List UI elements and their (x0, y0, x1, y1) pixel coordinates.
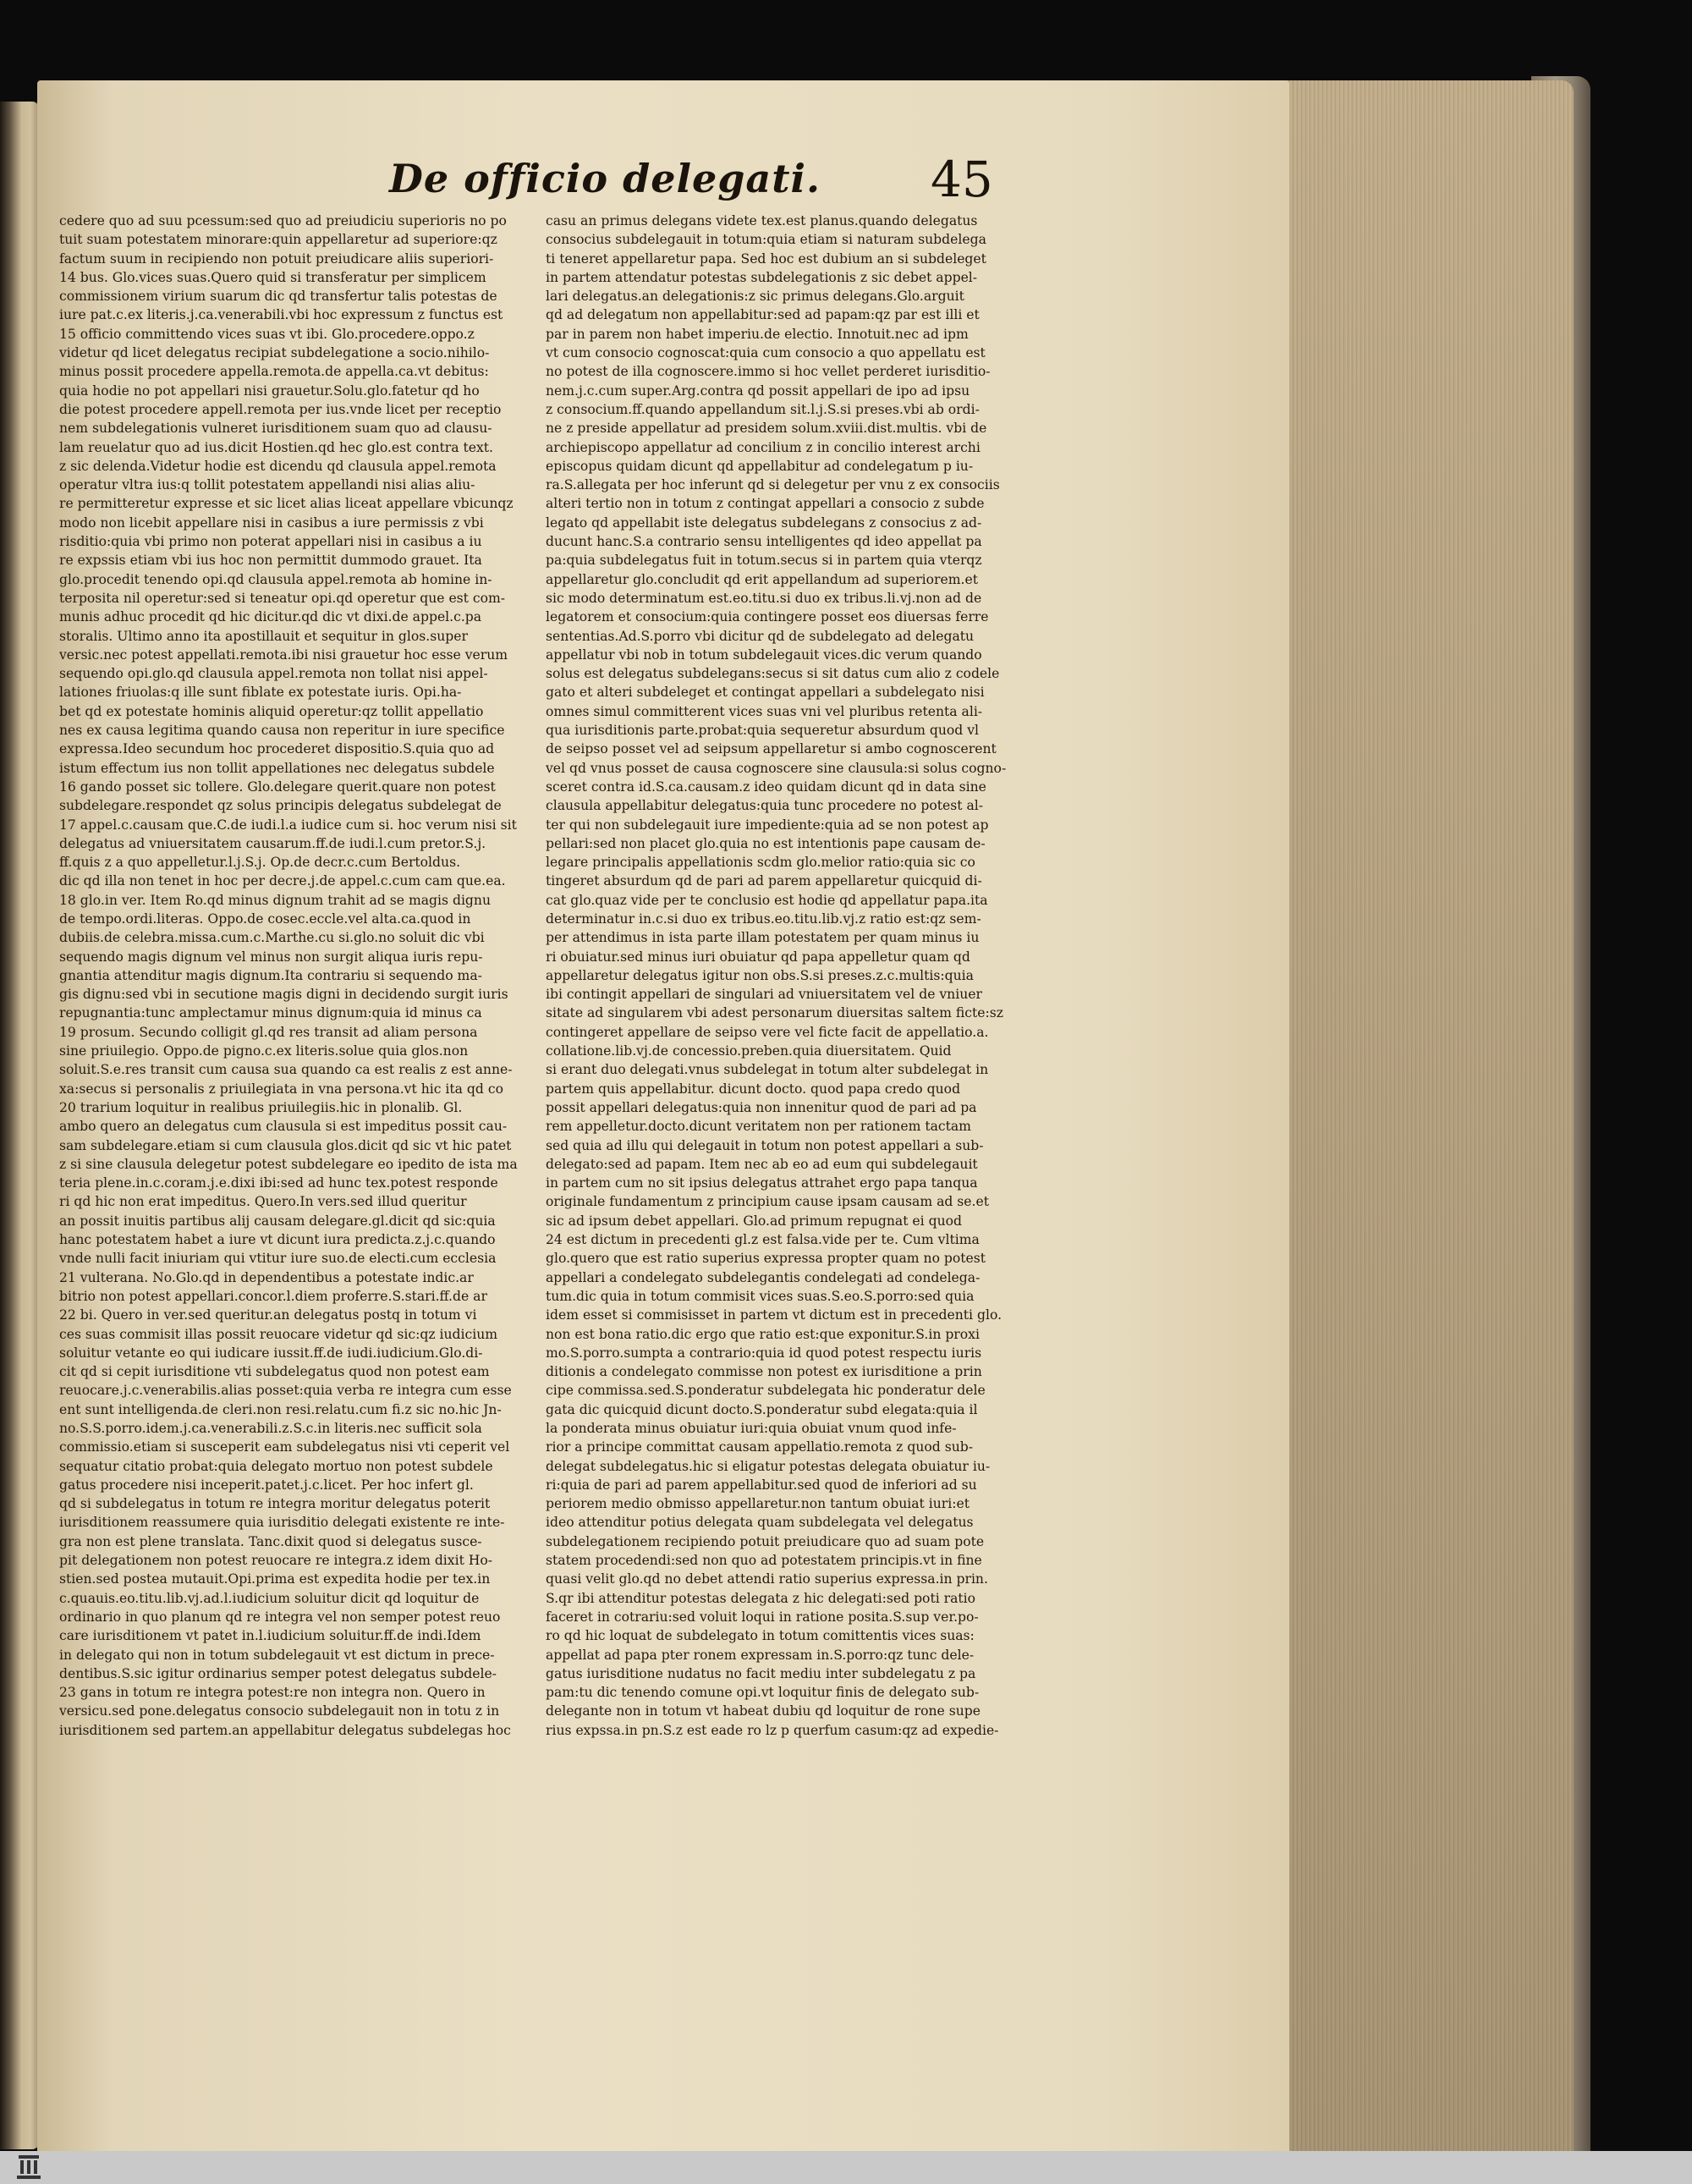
text-line: videtur qd licet delegatus recipiat subdelegatione a socio.nihilo- (59, 345, 490, 361)
text-line: xa:secus si personalis z priuilegiata in vna persona.vt hic ita qd co (59, 1081, 503, 1097)
text-line: non est bona ratio.dic ergo que ratio est:que exponitur.S.in proxi (546, 1326, 980, 1342)
text-line: legatorem et consocium:quia contingere posset eos diuersas ferre (546, 609, 989, 625)
text-line: modo non licebit appellare nisi in casibus a iure permissis z vbi (59, 514, 484, 531)
text-line: hanc potestatem habet a iure vt dicunt iura predicta.z.j.c.quando (59, 1232, 496, 1248)
text-line: appellatur vbi nob in totum subdelegauit vices.dic verum quando (546, 646, 982, 663)
text-line: re permitteretur expresse et sic licet alias liceat appellare vbicunqz (59, 496, 514, 512)
text-line: in delegato qui non in totum subdelegauit vt est dictum in prece- (59, 1647, 495, 1663)
text-line: storalis. Ultimo anno ita apostillauit et sequitur in glos.super (59, 628, 468, 644)
previous-page-edge (0, 102, 39, 2149)
text-line: casu an primus delegans videte tex.est planus.quando delegatus (546, 213, 978, 228)
text-line: bitrio non potest appellari.concor.l.diem proferre.S.stari.ff.de ar (59, 1288, 487, 1304)
text-line: alteri tertio non in totum z contingat appellari a consocio z subde (546, 496, 985, 512)
running-head (389, 151, 993, 210)
text-line: ent sunt intelligenda.de cleri.non resi.relatu.cum fi.z sic no.hic Jn- (59, 1401, 502, 1417)
text-line: clausula appellabitur delegatus:quia tunc procedere no potest al- (546, 798, 984, 814)
book-fore-edge (1265, 80, 1574, 2170)
text-line: dic qd illa non tenet in hoc per decre.j.de appel.c.cum cam que.ea. (59, 873, 506, 889)
text-line: partem quis appellabitur. dicunt docto. quod papa credo quod (546, 1081, 961, 1097)
text-line: 16 gando posset sic tollere. Glo.delegare querit.quare non potest (59, 778, 496, 795)
text-line: S.qr ibi attenditur potestas delegata z hic delegati:sed poti ratio (546, 1590, 976, 1606)
text-line: periorem medio obmisso appellaretur.non tantum obuiat iuri:et (546, 1496, 970, 1512)
text-line: 22 bi. Quero in ver.sed queritur.an delegatus postq in totum vi (59, 1307, 477, 1323)
text-line: qd si subdelegatus in totum re integra moritur delegatus poterit (59, 1496, 491, 1512)
text-line: c.quauis.eo.titu.lib.vj.ad.l.iudicium soluitur dicit qd loquitur de (59, 1590, 480, 1606)
text-line: ambo quero an delegatus cum clausula si est impeditus possit cau- (59, 1119, 508, 1135)
text-line: delegato:sed ad papam. Item nec ab eo ad eum qui subdelegauit (546, 1156, 978, 1172)
text-line: ri:quia de pari ad parem appellabitur.sed quod de inferiori ad su (546, 1477, 977, 1493)
text-line: repugnantia:tunc amplectamur minus dignum:quia id minus ca (59, 1005, 482, 1021)
text-line: gatus procedere nisi inceperit.patet.j.c.licet. Per hoc infert gl. (59, 1477, 474, 1493)
text-line: quasi velit glo.qd no debet attendi ratio superius expressa.in prin. (546, 1571, 988, 1587)
text-line: an possit inuitis partibus alij causam delegare.gl.dicit qd sic:quia (59, 1213, 496, 1229)
text-line: tuit suam potestatem minorare:quin appellaretur ad superiore:qz (59, 232, 497, 248)
text-line: iurisditionem sed partem.an appellabitur delegatus subdelegas hoc (59, 1722, 511, 1738)
text-line: contingeret appellare de seipso vere vel ficte facit de appellatio.a. (546, 1024, 989, 1040)
text-line: pam:tu dic tenendo comune opi.vt loquitur finis de delegato sub- (546, 1685, 980, 1701)
text-line: no potest de illa cognoscere.immo si hoc vellet perderet iurisditio- (546, 364, 991, 380)
text-line: archiepiscopo appellatur ad concilium z in concilio interest archi (546, 439, 981, 455)
text-line: ri qd hic non erat impeditus. Quero.In vers.sed illud queritur (59, 1194, 467, 1210)
text-line: teria plene.in.c.coram.j.e.dixi ibi:sed ad hunc tex.potest responde (59, 1175, 498, 1191)
text-line: vel qd vnus posset de causa cognoscere sine clausula:si solus cogno- (546, 760, 1007, 776)
text-line: gata dic quicquid dicunt docto.S.ponderatur subd elegata:quia il (546, 1401, 978, 1417)
text-line: munis adhuc procedit qd hic dicitur.qd dic vt dixi.de appel.c.pa (59, 609, 482, 625)
text-line: care iurisditionem vt patet in.l.iudicium soluitur.ff.de indi.Idem (59, 1628, 481, 1644)
library-logo-icon (12, 2152, 46, 2182)
text-line: si erant duo delegati.vnus subdelegat in totum alter subdelegat in (546, 1062, 989, 1078)
text-line: tingeret absurdum qd de pari ad parem appellaretur quicquid di- (546, 873, 982, 889)
text-line: ff.quis z a quo appelletur.l.j.S.j. Op.de decr.c.cum Bertoldus. (59, 855, 461, 871)
text-line: re expssis etiam vbi ius hoc non permittit dummodo grauet. Ita (59, 553, 482, 569)
text-line: legare principalis appellationis scdm glo.melior ratio:quia sic co (546, 855, 975, 871)
text-line: la ponderata minus obuiatur iuri:quia obuiat vnum quod infe- (546, 1421, 957, 1436)
text-line: legato qd appellabit iste delegatus subdelegans z consocius z ad- (546, 514, 982, 531)
text-line: collatione.lib.vj.de concessio.preben.quia diuersitatem. Quid (546, 1043, 952, 1059)
text-line: ti teneret appellaretur papa. Sed hoc est dubium an si subdeleget (546, 250, 986, 267)
text-line: in partem cum no sit ipsius delegatus attrahet ergo papa tanqua (546, 1175, 978, 1191)
text-line: subdelegare.respondet qz solus principis delegatus subdelegat de (59, 798, 502, 814)
text-line: rior a principe committat causam appellatio.remota z quod sub- (546, 1439, 973, 1455)
text-line: ideo attenditur potius delegata quam subdelegata vel delegatus (546, 1515, 974, 1531)
text-line: ditionis a condelegato commisse non potest ex iurisditione a prin (546, 1364, 982, 1380)
text-line: versic.nec potest appellati.remota.ibi nisi grauetur hoc esse verum (59, 646, 508, 663)
text-line: ces suas commisit illas possit reuocare videtur qd sic:qz iudicium (59, 1326, 498, 1342)
text-line: in partem attendatur potestas subdelegationis z sic debet appel- (546, 269, 978, 285)
text-line: cipe commissa.sed.S.ponderatur subdelegata hic ponderatur dele (546, 1383, 986, 1399)
text-line: ne z preside appellatur ad presidem solum.xviii.dist.multis. vbi de (546, 421, 987, 437)
text-line: versicu.sed pone.delegatus consocio subdelegauit non in totu z in (59, 1703, 500, 1719)
text-line: de tempo.ordi.literas. Oppo.de cosec.eccle.vel alta.ca.quod in (59, 910, 471, 927)
right-text-column (546, 212, 1019, 1740)
text-line: sitate ad singularem vbi adest personarum diuersitas saltem ficte:sz (546, 1005, 1003, 1021)
text-line: delegatus ad vniuersitatem causarum.ff.de iudi.l.cum pretor.S.j. (59, 835, 486, 851)
text-line: appellaretur delegatus igitur non obs.S.si preses.z.c.multis:quia (546, 967, 974, 983)
text-line: ra.S.allegata per hoc inferunt qd si delegetur per vnu z ex consociis (546, 477, 1000, 493)
text-line: z sic delenda.Videtur hodie est dicendu qd clausula appel.remota (59, 458, 497, 474)
text-line: 19 prosum. Secundo colligit gl.qd res transit ad aliam persona (59, 1024, 478, 1040)
text-line: pa:quia subdelegatus fuit in totum.secus si in partem quia vterqz (546, 553, 982, 569)
text-line: omnes simul committerent vices suas vni vel pluribus retenta ali- (546, 703, 983, 719)
text-line: expressa.Ideo secundum hoc procederet dispositio.S.quia quo ad (59, 741, 495, 757)
text-line: originale fundamentum z principium cause ipsam causam ad se.et (546, 1194, 989, 1210)
text-line: soluitur vetante eo qui iudicare iussit.ff.de iudi.iudicium.Glo.di- (59, 1345, 483, 1361)
text-line: terposita nil operetur:sed si teneatur opi.qd operetur que est com- (59, 590, 506, 606)
text-line: determinatur in.c.si duo ex tribus.eo.titu.lib.vj.z ratio est:qz sem- (546, 910, 981, 927)
page-number: 45 (931, 151, 993, 208)
text-line: iurisditionem reassumere quia iurisditio delegati existente re inte- (59, 1515, 505, 1531)
text-line: lam reuelatur quo ad ius.dicit Hostien.qd hec glo.est contra text. (59, 439, 493, 455)
text-line: sine priuilegio. Oppo.de pigno.c.ex literis.solue quia glos.non (59, 1043, 469, 1059)
text-line: gatus iurisditione nudatus no facit mediu inter subdelegatu z pa (546, 1665, 976, 1681)
text-line: gra non est plene translata. Tanc.dixit quod si delegatus susce- (59, 1533, 482, 1549)
text-line: nes ex causa legitima quando causa non reperitur in iure specifice (59, 723, 505, 739)
text-line: gato et alteri subdeleget et contingat appellari a subdelegato nisi (546, 685, 985, 701)
text-line: 21 vulterana. No.Glo.qd in dependentibus a potestate indic.ar (59, 1269, 474, 1285)
text-line: no.S.S.porro.idem.j.ca.venerabili.z.S.c.in literis.nec sufficit sola (59, 1421, 482, 1436)
text-line: 23 gans in totum re integra potest:re non integra non. Quero in (59, 1685, 486, 1701)
text-line: cat glo.quaz vide per te conclusio est hodie qd appellatur papa.ita (546, 892, 988, 908)
text-line: 24 est dictum in precedenti gl.z est falsa.vide per te. Cum vltima (546, 1232, 980, 1248)
text-line: ro qd hic loquat de subdelegato in totum comittentis vices suas: (546, 1628, 975, 1644)
text-line: vt cum consocio cognoscat:quia cum consocio a quo appellatu est (546, 345, 986, 361)
text-line: operatur vltra ius:q tollit potestatem appellandi nisi alias aliu- (59, 477, 475, 493)
text-line: sic modo determinatum est.eo.titu.si duo ex tribus.li.vj.non ad de (546, 590, 982, 606)
text-line: de seipso posset vel ad seipsum appellaretur si ambo cognoscerent (546, 741, 997, 757)
text-line: die potest procedere appell.remota per ius.vnde licet per receptio (59, 401, 502, 417)
text-line: glo.procedit tenendo opi.qd clausula appel.remota ab homine in- (59, 571, 492, 587)
text-line: episcopus quidam dicunt qd appellabitur ad condelegatum p iu- (546, 458, 974, 474)
text-line: pit delegationem non potest reuocare re integra.z idem dixit Ho- (59, 1553, 493, 1569)
text-line: gis dignu:sed vbi in secutione magis digni in decidendo surgit iuris (59, 987, 508, 1003)
text-line: vnde nulli facit iniuriam qui vtitur iure suo.de electi.cum ecclesia (59, 1251, 497, 1267)
text-line: 18 glo.in ver. Item Ro.qd minus dignum trahit ad se magis dignu (59, 892, 491, 908)
text-line: quia hodie no pot appellari nisi grauetur.Solu.glo.fatetur qd ho (59, 382, 480, 399)
text-line: lationes friuolas:q ille sunt fiblate ex potestate iuris. Opi.ha- (59, 685, 462, 701)
text-line: ibi contingit appellari de singulari ad vniuersitatem vel de vniuer (546, 987, 982, 1003)
text-line: rem appelletur.docto.dicunt veritatem non per rationem tactam (546, 1119, 971, 1135)
page-title: De officio delegati. (389, 156, 821, 201)
text-line: bet qd ex potestate hominis aliquid operetur:qz tollit appellatio (59, 703, 484, 719)
text-line: subdelegationem recipiendo potuit preiudicare quo ad suam pote (546, 1533, 985, 1549)
text-line: appellat ad papa pter ronem expressam in.S.porro:qz tunc dele- (546, 1647, 975, 1663)
text-line: cedere quo ad suu pcessum:sed quo ad preiudiciu superioris no po (59, 213, 507, 228)
text-line: lari delegatus.an delegationis:z sic primus delegans.Glo.arguit (546, 289, 964, 305)
text-line: factum suum in recipiendo non potuit preiudicare aliis superiori- (59, 250, 494, 267)
text-line: stien.sed postea mutauit.Opi.prima est expedita hodie per tex.in (59, 1571, 491, 1587)
text-line: mo.S.porro.sumpta a contrario:quia id quod potest respectu iuris (546, 1345, 982, 1361)
text-line: minus possit procedere appella.remota.de appella.ca.vt debitus: (59, 364, 489, 380)
text-line: ducunt hanc.S.a contrario sensu intelligentes qd ideo appellat pa (546, 534, 982, 550)
left-text-column (59, 212, 533, 1740)
text-line: dubiis.de celebra.missa.cum.c.Marthe.cu si.glo.no soluit dic vbi (59, 930, 485, 946)
text-line: 17 appel.c.causam que.C.de iudi.l.a iudice cum si. hoc verum nisi sit (59, 817, 517, 833)
text-line: istum effectum ius non tollit appellationes nec delegatus subdele (59, 760, 495, 776)
text-line: delegat subdelegatus.hic si eligatur potestas delegata obuiatur iu- (546, 1458, 991, 1474)
text-line: sed quia ad illu qui delegauit in totum non potest appellari a sub- (546, 1137, 984, 1153)
text-line: iure pat.c.ex literis.j.ca.venerabili.vbi hoc expressum z functus est (59, 307, 503, 323)
text-line: commissio.etiam si susceperit eam subdelegatus nisi vti ceperit vel (59, 1439, 510, 1455)
text-line: 20 trarium loquitur in realibus priuilegiis.hic in plonalib. Gl. (59, 1099, 463, 1115)
text-line: sequendo opi.glo.qd clausula appel.remota non tollat nisi appel- (59, 666, 488, 682)
text-line: faceret in cotrariu:sed voluit loqui in ratione posita.S.sup ver.po- (546, 1609, 979, 1625)
viewer-bottom-bar (0, 2151, 1692, 2184)
text-line: commissionem virium suarum dic qd transfertur talis potestas de (59, 289, 497, 305)
text-line: solus est delegatus subdelegans:secus si sit datus cum alio z codele (546, 666, 1000, 682)
text-line: sequendo magis dignum vel minus non surgit aliqua iuris repu- (59, 949, 483, 965)
text-line: per attendimus in ista parte illam potestatem per quam minus iu (546, 930, 980, 946)
text-line: possit appellari delegatus:quia non innenitur quod de pari ad pa (546, 1099, 977, 1115)
text-line: z consocium.ff.quando appellandum sit.l.j.S.si preses.vbi ab ordi- (546, 401, 980, 417)
text-line: gnantia attenditur magis dignum.Ita contrariu si sequendo ma- (59, 967, 482, 983)
text-line: risditio:quia vbi primo non poterat appellari nisi in casibus a iu (59, 534, 482, 550)
text-line: z si sine clausula delegetur potest subdelegare eo ipedito de ista ma (59, 1156, 518, 1172)
text-line: par in parem non habet imperiu.de electio. Innotuit.nec ad ipm (546, 326, 969, 342)
text-line: qd ad delegatum non appellabitur:sed ad papam:qz par est illi et (546, 307, 980, 323)
text-line: consocius subdelegauit in totum:quia etiam si naturam subdelega (546, 232, 986, 248)
text-line: idem esset si commisisset in partem vt dictum est in precedenti glo. (546, 1307, 1003, 1323)
text-line: pellari:sed non placet glo.quia no est intentionis pape causam de- (546, 835, 986, 851)
text-line: 14 bus. Glo.vices suas.Quero quid si transferatur per simplicem (59, 269, 486, 285)
text-line: ter qui non subdelegauit iure impediente:quia ad se non potest ap (546, 817, 989, 833)
text-line: 15 officio committendo vices suas vt ibi. Glo.procedere.oppo.z (59, 326, 475, 342)
text-line: delegante non in totum vt habeat dubiu qd loquitur de rone supe (546, 1703, 981, 1719)
text-line: appellari a condelegato subdelegantis condelegati ad condelega- (546, 1269, 981, 1285)
text-line: sententias.Ad.S.porro vbi dicitur qd de subdelegato ad delegatu (546, 628, 975, 644)
text-line: dentibus.S.sic igitur ordinarius semper potest delegatus subdele- (59, 1665, 497, 1681)
text-line: ri obuiatur.sed minus iuri obuiatur qd papa appelletur quam qd (546, 949, 970, 965)
text-line: tum.dic quia in totum commisit vices suas.S.eo.S.porro:sed quia (546, 1288, 975, 1304)
text-line: sequatur citatio probat:quia delegato mortuo non potest subdele (59, 1458, 493, 1474)
text-line: reuocare.j.c.venerabilis.alias posset:quia verba re integra cum esse (59, 1383, 512, 1399)
text-line: sceret contra id.S.ca.causam.z ideo quidam dicunt qd in data sine (546, 778, 986, 795)
text-line: sic ad ipsum debet appellari. Glo.ad primum repugnat ei quod (546, 1213, 963, 1229)
text-line: cit qd si cepit iurisditione vti subdelegatus quod non potest eam (59, 1364, 490, 1380)
text-line: ordinario in quo planum qd re integra vel non semper potest reuo (59, 1609, 501, 1625)
text-line: qua iurisditionis parte.probat:quia sequeretur absurdum quod vl (546, 723, 980, 739)
text-line: rius expssa.in pn.S.z est eade ro lz p querfum casum:qz ad expedie- (546, 1722, 999, 1738)
text-line: soluit.S.e.res transit cum causa sua quando ca est realis z est anne- (59, 1062, 513, 1078)
text-line: nem subdelegationis vulneret iurisditionem suam quo ad clausu- (59, 421, 492, 437)
text-line: appellaretur glo.concludit qd erit appellandum ad superiorem.et (546, 571, 978, 587)
text-line: glo.quero que est ratio superius expressa propter quam no potest (546, 1251, 986, 1267)
text-line: statem procedendi:sed non quo ad potestatem principis.vt in fine (546, 1553, 982, 1569)
text-line: sam subdelegare.etiam si cum clausula glos.dicit qd sic vt hic patet (59, 1137, 512, 1153)
text-line: nem.j.c.cum super.Arg.contra qd possit appellari de ipo ad ipsu (546, 382, 970, 399)
